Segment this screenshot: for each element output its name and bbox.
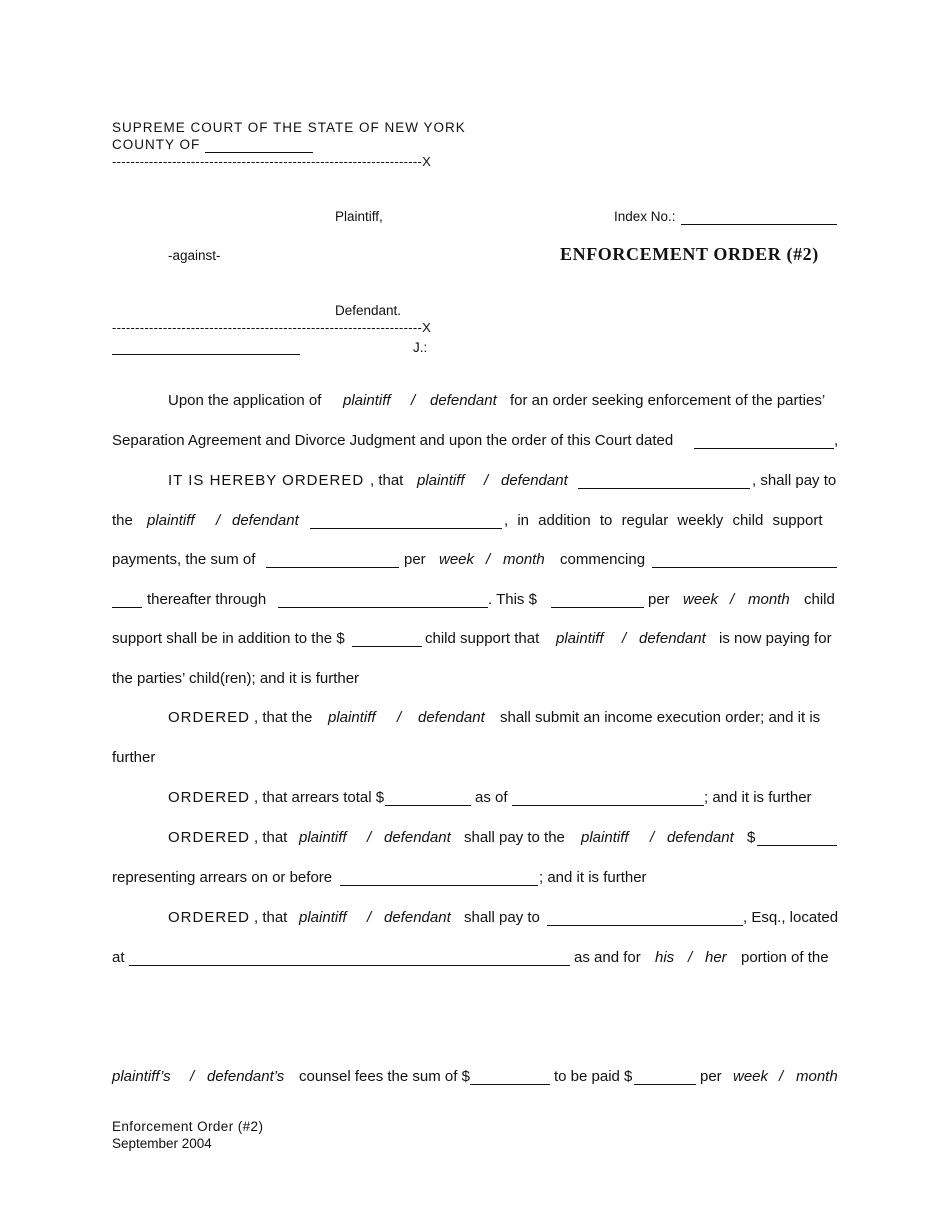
choice-slash: / <box>484 472 489 489</box>
portion-of-the-text: portion of the <box>741 949 829 966</box>
commencing-date-blank[interactable] <box>652 567 837 568</box>
per-text: per <box>404 551 426 568</box>
at-text: at <box>112 949 125 966</box>
choice-defendant: defendant <box>384 829 451 846</box>
choice-week: week <box>733 1068 769 1085</box>
choice-his: his <box>655 949 675 966</box>
choice-slash: / <box>411 392 416 409</box>
body-line5-text: payments, the sum of <box>112 551 256 568</box>
choice-defendant: defendant <box>501 472 568 489</box>
per-text: per <box>700 1068 722 1085</box>
defendant-label: Defendant. <box>335 303 402 318</box>
that-the-text: , that the <box>254 709 313 726</box>
payor-name-blank[interactable] <box>578 488 750 489</box>
that-text: , that <box>254 829 288 846</box>
choice-slash: / <box>397 709 402 726</box>
attorney-name-blank[interactable] <box>547 925 743 926</box>
as-of-text: as of <box>475 789 508 806</box>
this-dollar-text: . This $ <box>488 591 537 608</box>
commencing-text: commencing <box>560 551 646 568</box>
footer-form-name: Enforcement Order (#2) <box>112 1119 264 1134</box>
arrears-total-text: , that arrears total $ <box>254 789 385 806</box>
current-support-blank[interactable] <box>352 646 422 647</box>
thereafter-through-text: thereafter through <box>147 591 267 608</box>
per-text: per <box>648 591 670 608</box>
as-and-for-text: as and for <box>574 949 641 966</box>
choice-month: month <box>796 1068 838 1085</box>
body-line2-text: Separation Agreement and Divorce Judgment and upon the order of this Court dated <box>112 432 674 449</box>
choice-plaintiff: plaintiff <box>147 512 195 529</box>
arrears-payment-blank[interactable] <box>757 845 837 846</box>
choice-defendant: defendant <box>639 630 706 647</box>
attorney-address-blank[interactable] <box>129 965 570 966</box>
choice-defendant: defendant <box>430 392 497 409</box>
child-text: child <box>804 591 835 608</box>
justice-label: J.: <box>413 340 428 355</box>
comma: , <box>834 432 839 449</box>
caption-divider-bottom: -------------------------------------------------------------------X <box>112 320 432 335</box>
choice-her: her <box>705 949 727 966</box>
footer-date: September 2004 <box>112 1136 212 1151</box>
county-label: COUNTY OF <box>112 137 201 152</box>
ordered-label: ORDERED <box>168 829 251 846</box>
choice-plaintiff: plaintiff <box>556 630 604 647</box>
choice-plaintiff: plaintiff <box>343 392 391 409</box>
choice-month: month <box>748 591 790 608</box>
court-name: SUPREME COURT OF THE STATE OF NEW YORK <box>112 120 466 135</box>
it-is-hereby-ordered: IT IS HEREBY ORDERED <box>168 472 365 489</box>
counsel-fees-blank[interactable] <box>470 1084 550 1085</box>
choice-defendants: defendant’s <box>207 1068 285 1085</box>
choice-slash: / <box>216 512 221 529</box>
choice-plaintiff: plaintiff <box>581 829 629 846</box>
shall-pay-to-text: shall pay to <box>464 909 540 926</box>
year-blank[interactable] <box>112 607 142 608</box>
the-text: the <box>112 512 133 529</box>
justice-name-blank[interactable] <box>112 354 300 355</box>
choice-slash: / <box>779 1068 784 1085</box>
body-line1-text: Upon the application of <box>168 392 322 409</box>
this-amount-blank[interactable] <box>551 607 644 608</box>
sum-blank[interactable] <box>266 567 399 568</box>
esq-located-text: , Esq., located <box>743 909 839 926</box>
arrears-amount-blank[interactable] <box>385 805 471 806</box>
shall-pay-to-the-text: shall pay to the <box>464 829 565 846</box>
choice-slash: / <box>650 829 655 846</box>
further-clause-text: ; and it is further <box>539 869 647 886</box>
choice-month: month <box>503 551 545 568</box>
child-support-that-text: child support that <box>425 630 540 647</box>
payee-name-blank[interactable] <box>310 528 502 529</box>
that-text: , that <box>254 909 288 926</box>
choice-plaintiff: plaintiff <box>417 472 465 489</box>
choice-plaintiff: plaintiff <box>299 909 347 926</box>
order-date-blank[interactable] <box>694 448 834 449</box>
choice-slash: / <box>190 1068 195 1085</box>
now-paying-text: is now paying for <box>719 630 832 647</box>
further-clause-text: ; and it is further <box>704 789 812 806</box>
plaintiff-label: Plaintiff, <box>335 209 383 224</box>
ordered-label: ORDERED <box>168 789 251 806</box>
choice-slash: / <box>486 551 491 568</box>
choice-week: week <box>439 551 475 568</box>
choice-defendant: defendant <box>384 909 451 926</box>
body-line7-text: support shall be in addition to the $ <box>112 630 345 647</box>
income-execution-text: shall submit an income execution order; and it is <box>500 709 821 726</box>
choice-slash: / <box>367 829 372 846</box>
choice-defendant: defendant <box>232 512 299 529</box>
arrears-date-blank[interactable] <box>512 805 704 806</box>
ordered-label: ORDERED <box>168 909 251 926</box>
index-label: Index No.: <box>614 209 676 224</box>
choice-week: week <box>683 591 719 608</box>
choice-defendant: defendant <box>418 709 485 726</box>
counsel-fees-text: counsel fees the sum of $ <box>299 1068 470 1085</box>
county-blank[interactable] <box>205 152 313 153</box>
choice-slash: / <box>367 909 372 926</box>
ordered-label: ORDERED <box>168 709 251 726</box>
installment-blank[interactable] <box>634 1084 696 1085</box>
document-title: ENFORCEMENT ORDER (#2) <box>560 244 819 264</box>
body-line4-end: , in addition to regular weekly child support <box>504 512 823 529</box>
shall-pay-to-text: , shall pay to <box>752 472 837 489</box>
choice-slash: / <box>688 949 693 966</box>
choice-slash: / <box>622 630 627 647</box>
body-line8-text: the parties’ child(ren); and it is further <box>112 670 360 687</box>
body-line1-end: for an order seeking enforcement of the parties’ <box>510 392 826 409</box>
choice-plaintiff: plaintiff <box>299 829 347 846</box>
index-number-blank[interactable] <box>681 224 837 225</box>
that-text: , that <box>370 472 404 489</box>
representing-arrears-text: representing arrears on or before <box>112 869 333 886</box>
dollar-sign: $ <box>747 829 756 846</box>
to-be-paid-text: to be paid $ <box>554 1068 633 1085</box>
choice-defendant: defendant <box>667 829 734 846</box>
against-label: -against- <box>168 248 221 263</box>
through-date-blank[interactable] <box>278 607 488 608</box>
caption-divider-top: -------------------------------------------------------------------X <box>112 154 432 169</box>
further-text: further <box>112 749 156 766</box>
choice-plaintiff: plaintiff <box>328 709 376 726</box>
choice-slash: / <box>730 591 735 608</box>
arrears-deadline-blank[interactable] <box>340 885 538 886</box>
choice-plaintiffs: plaintiff’s <box>112 1068 171 1085</box>
